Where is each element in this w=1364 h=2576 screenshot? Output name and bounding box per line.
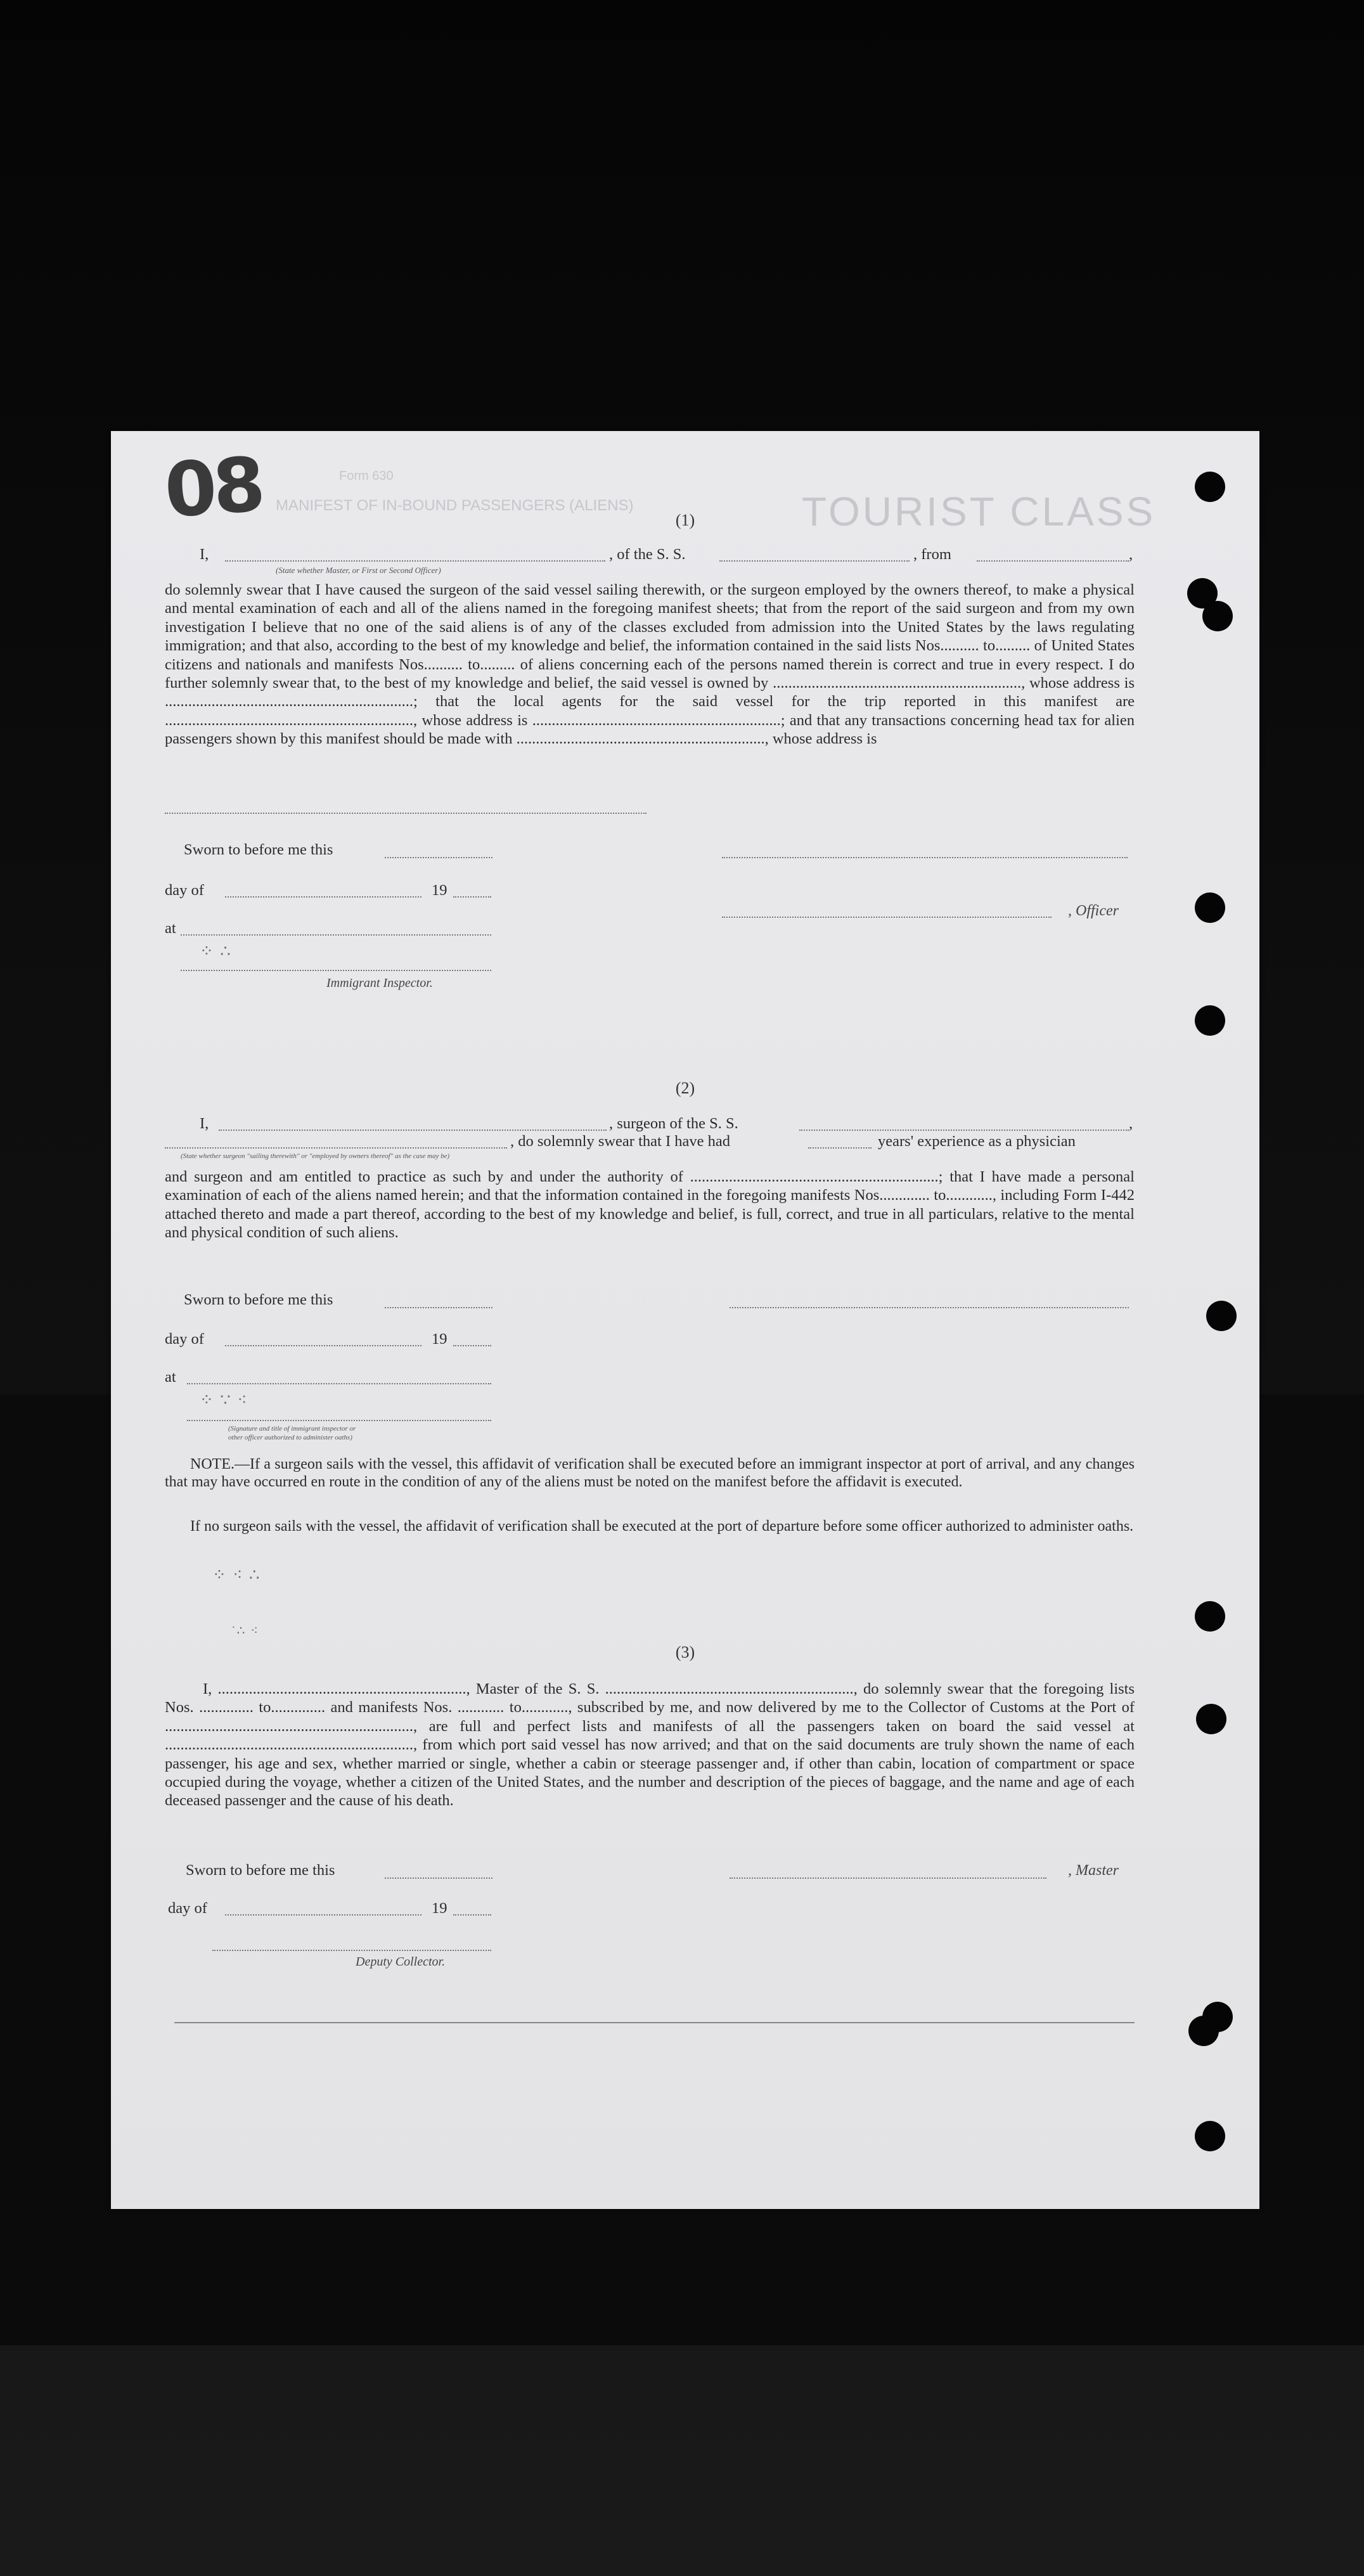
from-port-field — [977, 560, 1129, 562]
faint-header-right: TOURIST CLASS — [802, 489, 1156, 534]
punch-hole — [1195, 1601, 1225, 1632]
master-name-field — [225, 560, 605, 562]
whose-address-field — [165, 813, 647, 814]
section-2-swear: , do solemnly swear that I have had — [510, 1133, 730, 1150]
section-2-oath-text: and surgeon and am entitled to practice as such by and under the authority of ................................................................; that I have made a personal examination of each of the aliens named herein; and that the information contained in the foregoing manifests Nos............. to............, including Form I-442 attached thereto and made a part thereof, according to the best of my knowledge and belief, is full, correct, and true in all particulars, relative to the mental and physical condition of such aliens. — [165, 1168, 1135, 1242]
section-2-sig-caption-2: other officer authorized to administer oaths) — [228, 1434, 352, 1441]
faint-form-number: Form 630 — [339, 469, 394, 483]
punch-hole — [1195, 1005, 1225, 1036]
section-2-ss-label: , surgeon of the S. S. — [609, 1115, 738, 1132]
section-1-day-field — [225, 896, 421, 898]
surgeon-name-field — [219, 1130, 607, 1131]
section-1-number: (1) — [675, 511, 695, 529]
section-1-ss-label: , of the S. S. — [609, 546, 686, 563]
section-2-day-field — [225, 1345, 421, 1346]
inspector-signature-field — [181, 970, 491, 971]
deputy-collector-label: Deputy Collector. — [356, 1955, 446, 1969]
section-1-caption: (State whether Master, or First or Second Officer) — [276, 565, 441, 575]
officer-name-field — [722, 917, 1052, 918]
section-2-at-field — [187, 1383, 491, 1384]
punch-hole — [1202, 601, 1233, 631]
section-2-years: years' experience as a physician — [878, 1133, 1076, 1150]
smudge-marks: ⁘ ∵ ⁖ — [200, 1391, 248, 1409]
punch-hole — [1195, 472, 1225, 502]
manifest-page — [111, 431, 1259, 2209]
section-1-i: I, — [200, 546, 209, 563]
section-3-year: 19 — [432, 1900, 447, 1917]
section-1-line-end: , — [1129, 546, 1133, 563]
section-1-year-field — [453, 896, 491, 898]
section-1-at: at — [165, 920, 176, 937]
surgeon-signature-field — [730, 1307, 1129, 1308]
punch-hole — [1196, 1704, 1226, 1734]
section-2-at: at — [165, 1368, 176, 1386]
section-2-day-of: day of — [165, 1330, 204, 1348]
deputy-collector-signature-field — [212, 1950, 491, 1951]
officer-label: , Officer — [1068, 903, 1119, 919]
smudge-marks: ⁘ ∴ — [200, 942, 232, 960]
master-label: , Master — [1068, 1862, 1119, 1879]
punch-hole — [1195, 892, 1225, 923]
inspector-label: Immigrant Inspector. — [326, 976, 433, 990]
smudge-marks: ˙∴ ⁖ — [231, 1624, 260, 1638]
officer-signature-field — [722, 857, 1128, 858]
section-2-authority-field — [187, 1420, 491, 1421]
section-1-from-label: , from — [913, 546, 951, 563]
surgeon-role-field — [165, 1147, 507, 1149]
master-signature-field — [730, 1877, 1046, 1879]
section-2-line-end: , — [1129, 1115, 1133, 1132]
note-text: —If a surgeon sails with the vessel, this affidavit of verification shall be executed before an immigrant inspector at port of arrival, and any changes that may have occurred en route in the condition of any of the aliens must be noted on the manifest before the affidavit is executed. — [165, 1456, 1135, 1490]
section-2-number: (2) — [675, 1079, 695, 1097]
punch-hole — [1206, 1301, 1237, 1331]
section-2-sworn-field — [385, 1307, 492, 1308]
section-3-year-field — [453, 1914, 491, 1916]
section-2-caption: (State whether surgeon "sailing therewith" or "employed by owners thereof" as the case may be) — [181, 1152, 450, 1160]
bottom-rule — [174, 2022, 1135, 2023]
punch-hole — [1195, 2121, 1225, 2151]
note-paragraph-2: If no surgeon sails with the vessel, the affidavit of verification shall be executed at the port of departure before some officer authorized to administer oaths. — [190, 1518, 1134, 1535]
section-2-sworn: Sworn to before me this — [184, 1291, 333, 1308]
section-1-year: 19 — [432, 882, 447, 899]
section-1-sworn: Sworn to before me this — [184, 841, 333, 858]
section-2-vessel-field — [799, 1130, 1129, 1131]
section-1-line-1 — [200, 545, 209, 564]
section-1-day-of: day of — [165, 882, 204, 899]
smudge-marks: ⁘ ⁖ ∴ — [212, 1566, 261, 1584]
section-3-oath-text: I, ................................................................, Master of the S. S. ................................................................, do solemnly swear that the foregoing lists Nos. .............. to.............. and manifests Nos. ............ to............, subscribed by me, and now delivered by me to the Collector of Customs at the Port of ................................................................, are full and perfect lists and manifests of all the passengers taken on board the said vessel at ................................................................, from which port said vessel has now arrived; and that on the said documents are truly shown the name of each passenger, his age and sex, whether married or single, whether a cabin or steerage passenger and, if other than cabin, location of compartment or space occupied during the voyage, whether a citizen of the United States, and the number and description of the pieces of baggage, and the name and age of each deceased passenger and the cause of his death. — [165, 1680, 1135, 1810]
section-3-day-of: day of — [168, 1900, 207, 1917]
section-3-number: (3) — [675, 1643, 695, 1661]
faint-header-left: MANIFEST OF IN-BOUND PASSENGERS (ALIENS) — [276, 497, 634, 514]
note-label: NOTE. — [190, 1456, 235, 1472]
section-3-sworn: Sworn to before me this — [186, 1862, 335, 1879]
years-experience-field — [808, 1147, 872, 1149]
section-1-sworn-field — [385, 857, 492, 858]
section-2-year-field — [453, 1345, 491, 1346]
vessel-name-field — [719, 560, 910, 562]
punch-hole — [1188, 2016, 1219, 2046]
section-2-i: I, — [200, 1115, 209, 1132]
section-2-sig-caption-1: (Signature and title of immigrant inspector or — [228, 1425, 356, 1433]
section-3-sworn-field — [385, 1877, 492, 1879]
section-1-oath-text: do solemnly swear that I have caused the surgeon of the said vessel sailing therewith, or the surgeon employed by the owners thereof, to make a physical and mental examination of each and all of the aliens named in the foregoing manifest sheets; that from the report of the said surgeon and from my own investigation I believe that no one of the said aliens is of any of the classes excluded from admission into the United States by the laws regulating immigration; and that also, according to the best of my knowledge and belief, the information contained in the said lists Nos.......... to......... of United States citizens and nationals and manifests Nos.......... to......... of aliens concerning each of the persons named therein is correct and true in every respect. I do further solemnly swear that, to the best of my knowledge and belief, the said vessel is owned by ................................................................, whose address is ................................................................; that the local agents for the said vessel for the trip reported in this manifest are ................................................................, whose address is ................................................................; and that any transactions concerning head tax for alien passengers shown by this manifest should be made with ................................................................, whose address is — [165, 581, 1135, 748]
section-1-at-field — [181, 934, 491, 936]
section-3-day-field — [225, 1914, 421, 1916]
note-paragraph-1 — [165, 1455, 1135, 1491]
section-2-year: 19 — [432, 1330, 447, 1348]
handwritten-stamp: 08 — [162, 440, 264, 535]
